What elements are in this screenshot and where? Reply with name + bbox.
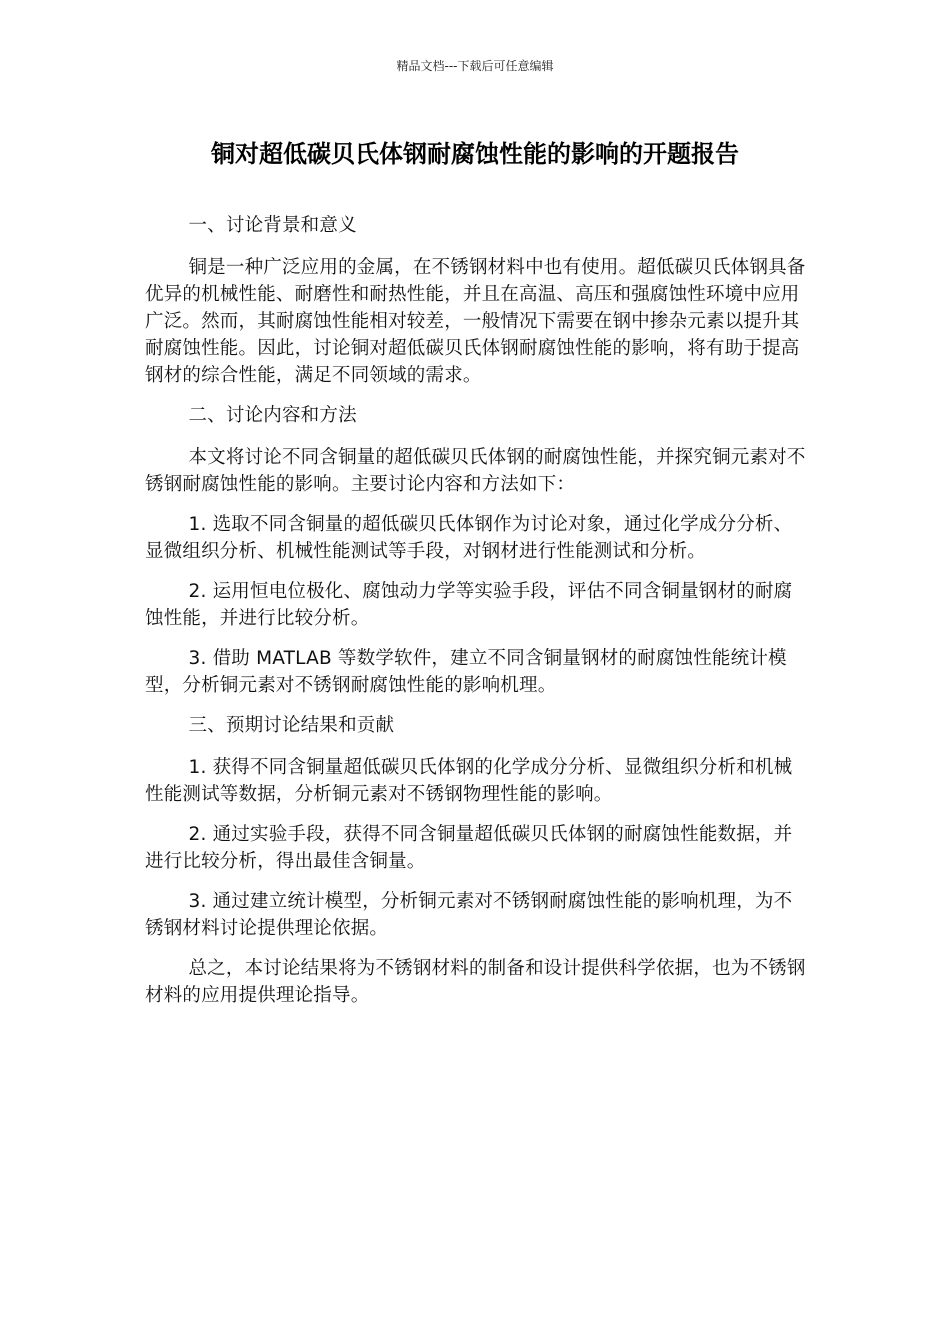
- list-item-method-2: 2. 运用恒电位极化、腐蚀动力学等实验手段，评估不同含铜量钢材的耐腐蚀性能，并进行比较分析。: [145, 581, 793, 629]
- paragraph-content-intro: 本文将讨论不同含铜量的超低碳贝氏体钢的耐腐蚀性能，并探究铜元素对不锈钢耐腐蚀性能的影响。主要讨论内容和方法如下：: [145, 447, 806, 495]
- header-note: 精品文档---下载后可任意编辑: [396, 59, 554, 73]
- list-item-method-3: 3. 借助 MATLAB 等数学软件，建立不同含铜量钢材的耐腐蚀性能统计模型，分析铜元素对不锈钢耐腐蚀性能的影响机理。: [145, 648, 787, 696]
- document-title: 铜对超低碳贝氏体钢耐腐蚀性能的影响的开题报告: [211, 140, 739, 168]
- section-heading-expected-results: 三、预期讨论结果和贡献: [188, 715, 395, 736]
- list-item-result-2: 2. 通过实验手段，获得不同含铜量超低碳贝氏体钢的耐腐蚀性能数据，并进行比较分析，得出最佳含铜量。: [145, 824, 793, 872]
- section-heading-background: 一、讨论背景和意义: [188, 215, 357, 236]
- list-item-result-3: 3. 通过建立统计模型，分析铜元素对不锈钢耐腐蚀性能的影响机理，为不锈钢材料讨论提供理论依据。: [145, 891, 793, 939]
- list-item-method-1: 1. 选取不同含铜量的超低碳贝氏体钢作为讨论对象，通过化学成分分析、显微组织分析、机械性能测试等手段，对钢材进行性能测试和分析。: [145, 514, 793, 562]
- section-heading-content-methods: 二、讨论内容和方法: [188, 405, 357, 426]
- paragraph-conclusion: 总之，本讨论结果将为不锈钢材料的制备和设计提供科学依据，也为不锈钢材料的应用提供理论指导。: [145, 958, 806, 1006]
- list-item-result-1: 1. 获得不同含铜量超低碳贝氏体钢的化学成分分析、显微组织分析和机械性能测试等数据，分析铜元素对不锈钢物理性能的影响。: [145, 757, 793, 805]
- document-body: [145, 212, 807, 1022]
- paragraph-background: 铜是一种广泛应用的金属，在不锈钢材料中也有使用。超低碳贝氏体钢具备优异的机械性能、耐磨性和耐热性能，并且在高温、高压和强腐蚀性环境中应用广泛。然而，其耐腐蚀性能相对较差，一般情况下需要在钢中掺杂元素以提升其耐腐蚀性能。因此，讨论铜对超低碳贝氏体钢耐腐蚀性能的影响，将有助于提高钢材的综合性能，满足不同领域的需求。: [145, 257, 806, 386]
